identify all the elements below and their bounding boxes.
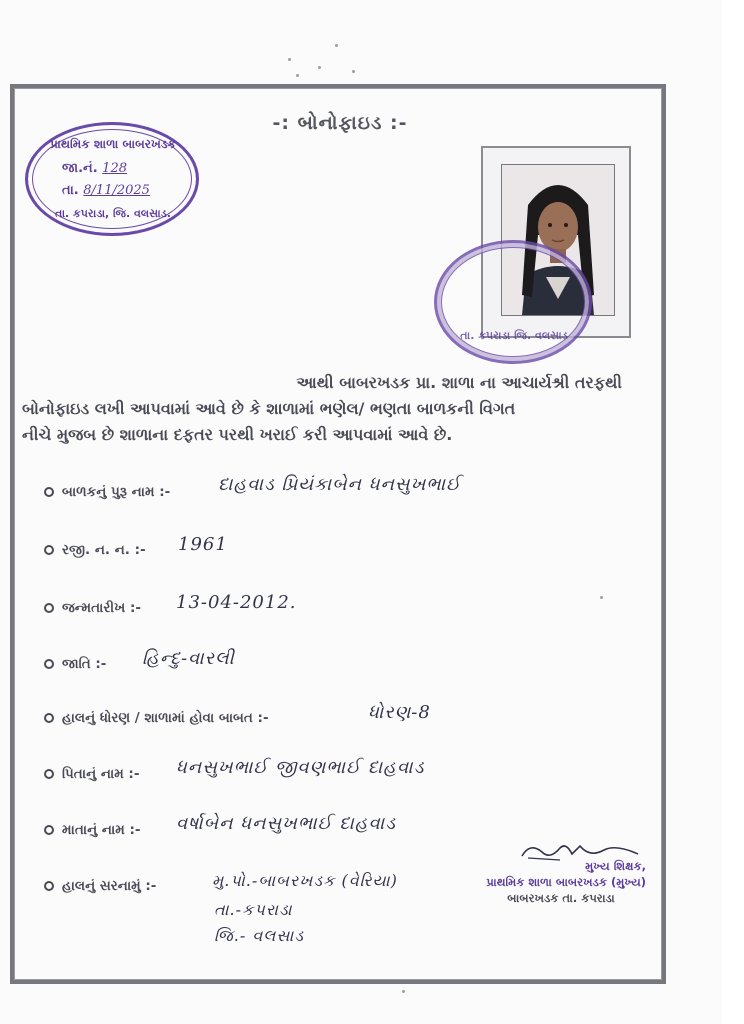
stamp-address: તા. કપરાડા, જિ. વલસાડ. xyxy=(55,207,171,220)
paragraph-line-3: નીચે મુજબ છે શાળાના દફતર પરથી ખરાઈ કરી આપવામાં આવે છે. xyxy=(22,425,453,444)
document-title: -: બોનોફાઇડ :- xyxy=(272,112,408,134)
scan-speck xyxy=(335,44,338,47)
stamp-number-label: જા.નં. xyxy=(62,161,98,176)
field-address-value-line-1: મુ.પો.-બાબરખડક (વેરિયા) xyxy=(212,871,398,890)
stamp-date-value: 8/11/2025 xyxy=(83,183,150,198)
sign-role: મુખ્ય શિક્ષક, xyxy=(585,859,646,873)
field-caste-value: હિન્દુ-વારલી xyxy=(142,648,235,669)
field-student-name-value: દાહવાડ પ્રિયંકાબેન ધનસુખભાઈ xyxy=(218,474,461,495)
bullet-icon xyxy=(44,825,54,835)
stamp-number-row xyxy=(62,161,127,176)
field-caste-label: જાતિ :- xyxy=(44,656,106,672)
bullet-icon xyxy=(44,769,54,779)
stamp-school-name: પ્રાથમિક શાળા બાબરખડક xyxy=(50,137,176,151)
bullet-icon xyxy=(44,487,54,497)
field-mother-name-value: વર્ષાબેન ધનસુખભાઈ દાહવાડ xyxy=(176,813,397,834)
stamp-date-row xyxy=(62,183,150,198)
field-register-number-label: રજી. ન. ન. :- xyxy=(44,542,146,558)
field-mother-name-label: માતાનું નામ :- xyxy=(44,822,140,838)
field-birthdate-value: 13-04-2012. xyxy=(176,592,297,613)
scan-edge xyxy=(722,0,744,1024)
field-birthdate-label: જન્મતારીખ :- xyxy=(44,600,141,616)
field-standard-value: ધોરણ-8 xyxy=(368,702,431,723)
sign-place: બાબરખડક તા. કપરાડા xyxy=(507,891,615,905)
field-father-name-label: પિતાનું નામ :- xyxy=(44,766,139,782)
certificate-paragraph xyxy=(22,370,632,448)
field-address-label: હાલનું સરનામું :- xyxy=(44,878,156,894)
scan-speck xyxy=(288,58,291,61)
school-stamp-inward-number xyxy=(25,122,199,236)
scan-speck xyxy=(352,70,355,73)
bullet-icon xyxy=(44,603,54,613)
bullet-icon xyxy=(44,545,54,555)
school-seal-stamp xyxy=(434,240,592,364)
paragraph-line-2: બોનોફાઇડ લખી આપવામાં આવે છે કે શાળામાં ભણેલ/ ભણતા બાળકની વિગત xyxy=(22,399,516,418)
stamp-date-label: તા. xyxy=(62,183,79,198)
scan-speck xyxy=(296,74,299,77)
bullet-icon xyxy=(44,881,54,891)
field-address-value-line-3: જિ.- વલસાડ xyxy=(214,926,305,945)
seal-address: તા. કપરાડા જિ. વલસાડ xyxy=(460,329,568,342)
field-father-name-value: ધનસુખભાઈ જીવણભાઈ દાહવાડ xyxy=(176,757,425,778)
field-standard-label: હાલનું ધોરણ / શાળામાં હોવા બાબત :- xyxy=(44,710,269,726)
stamp-number-value: 128 xyxy=(102,161,127,176)
field-register-number-value: 1961 xyxy=(178,534,228,555)
scan-speck xyxy=(402,990,405,993)
paragraph-line-1: આથી બાબરખડક પ્રા. શાળા ના આચાર્યશ્રી તરફથી xyxy=(296,373,622,392)
bullet-icon xyxy=(44,713,54,723)
field-student-name-label: બાળકનું પુરૂ નામ :- xyxy=(44,484,170,500)
scan-speck xyxy=(318,66,321,69)
principal-sign-stamp xyxy=(456,858,646,906)
field-address-value-line-2: તા.-કપરાડા xyxy=(214,900,293,919)
sign-school: પ્રાથમિક શાળા બાબરખડક (મુખ્ય) xyxy=(486,875,646,889)
bullet-icon xyxy=(44,659,54,669)
